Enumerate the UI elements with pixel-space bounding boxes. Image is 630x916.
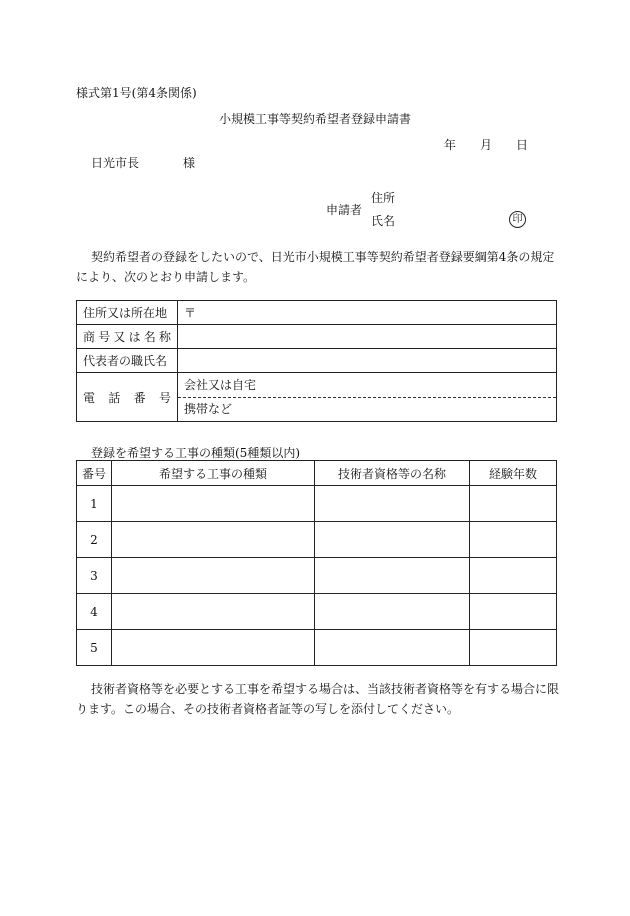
work-row: [77, 486, 557, 522]
seal-mark: [509, 211, 526, 228]
header-number: 番号: [77, 461, 112, 486]
row-number: 1: [77, 486, 112, 522]
note-line1: 技術者資格等を必要とする工事を希望する場合は、当該技術者資格等を有する場合に限: [91, 682, 560, 696]
trade-name-char: 称: [158, 330, 171, 344]
representative-row: [77, 349, 557, 373]
seal-icon: 印: [509, 211, 526, 228]
work-type-cell[interactable]: [112, 486, 315, 522]
work-row: [77, 630, 557, 666]
representative-value[interactable]: [178, 349, 557, 373]
experience-cell[interactable]: [470, 486, 557, 522]
applicant-name-label: 氏名: [371, 214, 396, 228]
phone-label-char: 話: [108, 390, 121, 405]
phone-label-char: 番: [133, 390, 146, 405]
phone-mobile[interactable]: 携帯など: [184, 401, 233, 416]
work-row: [77, 522, 557, 558]
phone-label-cell: [77, 373, 178, 422]
date-day: 日: [516, 138, 529, 152]
phone-row: [77, 373, 557, 422]
work-type-cell[interactable]: [112, 522, 315, 558]
work-row: [77, 558, 557, 594]
qualification-cell[interactable]: [315, 558, 470, 594]
work-row: [77, 594, 557, 630]
note-line2: ります。この場合、その技術者資格者証等の写しを添付してください。: [76, 702, 460, 716]
qualification-cell[interactable]: [315, 522, 470, 558]
representative-label: 代表者の職氏名: [77, 349, 178, 373]
trade-name-char: は: [128, 330, 141, 344]
trade-name-label: [83, 328, 177, 345]
postal-mark: 〒: [184, 306, 197, 320]
trade-name-label-cell: [77, 325, 178, 349]
experience-cell[interactable]: [470, 594, 557, 630]
row-number: 5: [77, 630, 112, 666]
trade-name-row: [77, 325, 557, 349]
work-type-table: [76, 460, 557, 666]
experience-cell[interactable]: [470, 630, 557, 666]
phone-label-char: 号: [158, 390, 171, 405]
date-year: 年: [444, 138, 457, 152]
header-experience: 経験年数: [470, 461, 557, 486]
trade-name-char: 名: [143, 330, 156, 344]
address-label: 住所又は所在地: [77, 301, 178, 325]
work-type-cell[interactable]: [112, 594, 315, 630]
phone-label: [83, 389, 177, 406]
form-number: 様式第1号(第4条関係): [76, 86, 197, 100]
intro-text-line2: により、次のとおり申請します。: [76, 270, 256, 284]
date-month: 月: [480, 138, 493, 152]
row-number: 2: [77, 522, 112, 558]
work-type-cell[interactable]: [112, 630, 315, 666]
qualification-cell[interactable]: [315, 594, 470, 630]
trade-name-char: 号: [98, 330, 111, 344]
row-number: 4: [77, 594, 112, 630]
address-row: [77, 301, 557, 325]
trade-name-char: 商: [83, 330, 96, 344]
header-work-type: 希望する工事の種類: [112, 461, 315, 486]
applicant-info-table: [76, 300, 557, 422]
row-number: 3: [77, 558, 112, 594]
addressee-honorific: 様: [183, 156, 196, 170]
trade-name-value[interactable]: [178, 325, 557, 349]
work-section-title: 登録を希望する工事の種類(5種類以内): [91, 446, 300, 460]
work-type-cell[interactable]: [112, 558, 315, 594]
addressee-name: 日光市長: [91, 156, 140, 170]
header-qualification: 技術者資格等の名称: [315, 461, 470, 486]
phone-label-char: 電: [83, 390, 96, 405]
experience-cell[interactable]: [470, 522, 557, 558]
intro-text-line1: 契約希望者の登録をしたいので、日光市小規模工事等契約希望者登録要綱第4条の規定: [91, 250, 555, 264]
qualification-cell[interactable]: [315, 486, 470, 522]
document-title: 小規模工事等契約希望者登録申請書: [219, 112, 412, 126]
experience-cell[interactable]: [470, 558, 557, 594]
applicant-label: 申請者: [326, 203, 363, 217]
address-value[interactable]: [178, 301, 557, 325]
phone-company[interactable]: 会社又は自宅: [178, 374, 556, 398]
work-table-header: [77, 461, 557, 486]
phone-value-cell: [178, 373, 557, 422]
applicant-address-label: 住所: [371, 191, 396, 205]
trade-name-char: 又: [113, 330, 126, 344]
qualification-cell[interactable]: [315, 630, 470, 666]
